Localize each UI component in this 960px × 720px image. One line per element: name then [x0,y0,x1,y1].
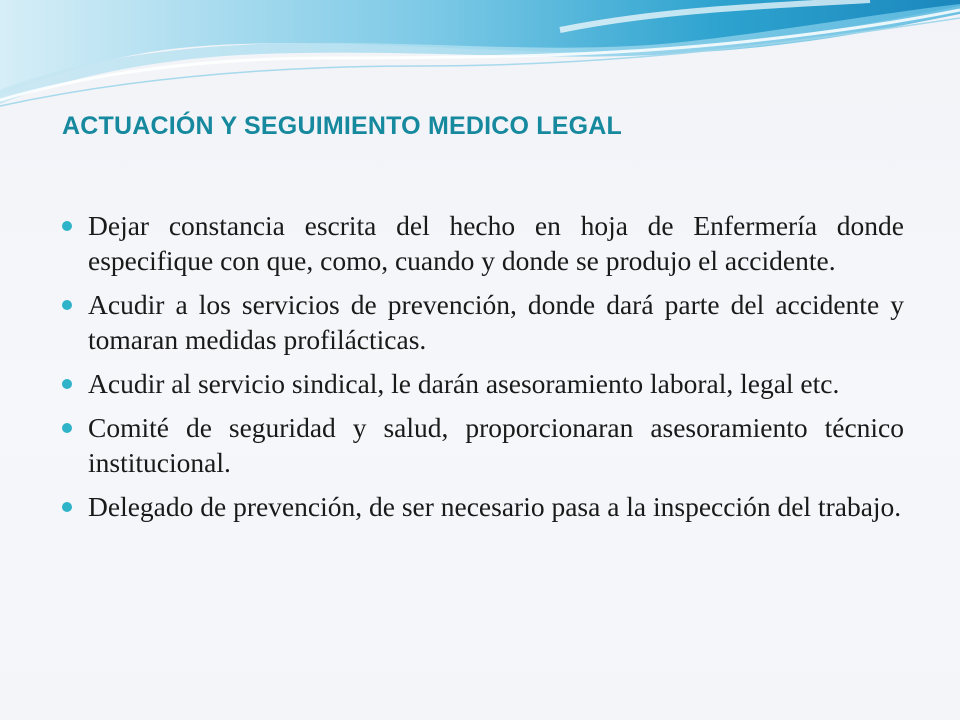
list-item [88,366,904,401]
bullet-list [88,208,904,533]
bullet-text: Dejar constancia escrita del hecho en hoja de Enfermería donde especifique con que, como, cuando y donde se produjo el accidente. [88,210,904,276]
slide-title: ACTUACIÓN Y SEGUIMIENTO MEDICO LEGAL [62,112,623,140]
bullet-text: Delegado de prevención, de ser necesario pasa a la inspección del trabajo. [88,491,902,522]
bullet-text: Acudir al servicio sindical, le darán asesoramiento laboral, legal etc. [88,368,840,399]
bullet-text: Comité de seguridad y salud, proporcionaran asesoramiento técnico institucional. [88,412,904,478]
filled-circle-bullet-icon [62,423,72,433]
list-item [88,208,904,278]
list-item [88,287,904,357]
wave-decoration-icon [0,0,960,120]
list-item [88,489,904,524]
bullet-text: Acudir a los servicios de prevención, donde dará parte del accidente y tomaran medidas profilácticas. [88,289,904,355]
filled-circle-bullet-icon [62,300,72,310]
filled-circle-bullet-icon [62,502,72,512]
filled-circle-bullet-icon [62,221,72,231]
filled-circle-bullet-icon [62,379,72,389]
list-item [88,410,904,480]
